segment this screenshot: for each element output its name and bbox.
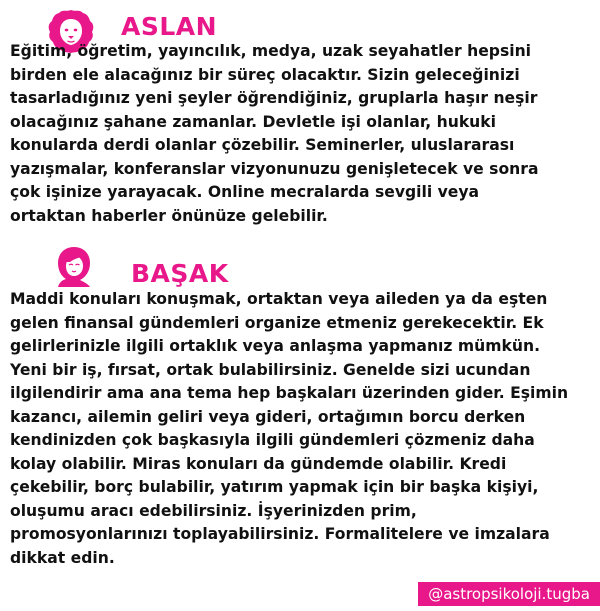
basak-line: oluşumu aracı edebilirsiniz. İşyerinizden prim, [10,501,417,520]
aslan-line: birden ele alacağınız bir süreç olacaktır. Sizin geleceğinizi [10,65,520,84]
basak-line: ilgilendirir ama ana tema hep başkaları üzerinden gider. Eşimin [10,384,569,402]
aslan-line: tasarladığınız yeni şeyler öğrendiğiniz, gruplarla haşır neşir [10,89,538,107]
virgo-icon [50,244,96,288]
aslan-line: konularda derdi olanlar çözebilir. Seminerler, uluslararası [10,136,515,154]
basak-line: kendinizden çok başkasıyla ilgili gündemleri çözmeniz daha [10,431,535,449]
instagram-handle-badge[interactable]: @astropsikoloji.tugba [418,582,600,606]
basak-line: gelirlerinizle ilgili ortaklık veya anlaşma yapmanız mümkün. [10,337,541,355]
basak-line: promosyonlarınızı toplayabilirsiniz. Formalitelere ve imzalara [10,525,550,543]
basak-line: kazancı, ailemin geliri veya gideri, ortağımın borcu derken [10,407,526,426]
aslan-line: yazışmalar, konferanslar vizyonunuzu genişletecek ve sonra [10,159,539,178]
aslan-paragraph [10,40,595,228]
aslan-line: çok işinize yarayacak. Online mecralarda sevgili veya [10,183,480,201]
basak-line: gelen finansal gündemleri organize etmeniz gerekecektir. Ek [10,313,544,332]
aslan-line: ortaktan haberler önünüze gelebilir. [10,206,328,225]
basak-line: kolay olabilir. Miras konuları da gündemde olabilir. Kredi [10,454,507,473]
aslan-title: ASLAN [121,12,218,41]
aslan-line: olacağınız şahane zamanlar. Devletle işi olanlar, hukuki [10,112,497,131]
basak-line: çekebilir, borç bulabilir, yatırım yapmak için bir başka kişiyi, [10,478,539,496]
basak-line: Maddi konuları konuşmak, ortaktan veya aileden ya da eşten [10,290,548,308]
basak-line: Yeni bir iş, fırsat, ortak bulabilirsiniz. Genelde sizi ucundan [10,360,531,379]
basak-line: dikkat edin. [10,548,115,567]
basak-title: BAŞAK [131,259,229,288]
aslan-line: Eğitim, öğretim, yayıncılık, medya, uzak seyahatler hepsini [10,42,532,60]
basak-paragraph [10,288,595,570]
